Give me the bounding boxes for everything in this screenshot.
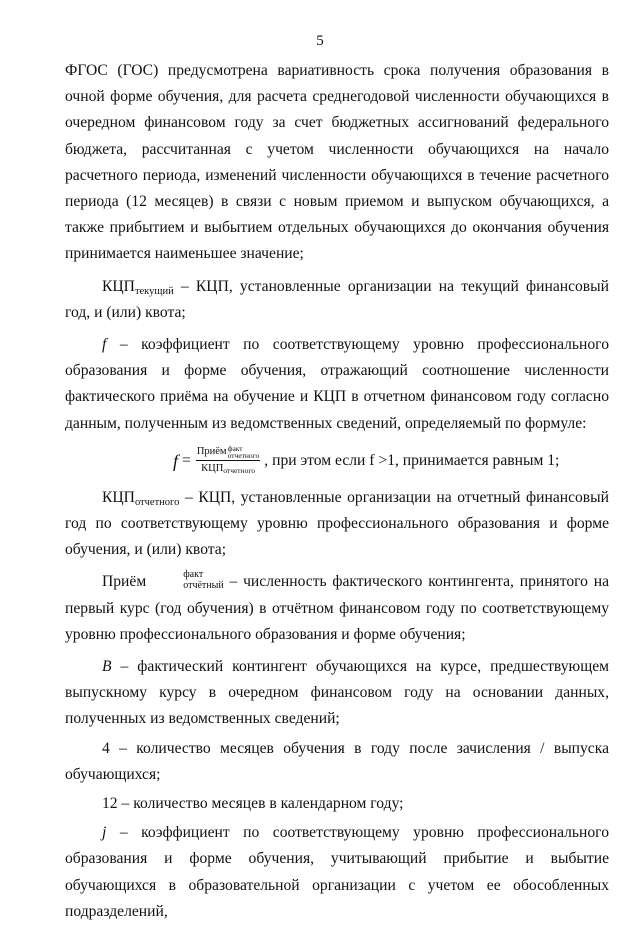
paragraph-four-months: 4 – количество месяцев обучения в году после зачисления / выпуска обучающихся;: [65, 739, 609, 783]
definition-admission: – численность фактического контингента, принятого на первый курс (год обучения) в отчётном финансовом году по соответствующему уровню профессионального образования и форме обучения;: [65, 573, 609, 643]
paragraph-admission: [65, 569, 609, 648]
term-b: B: [102, 658, 112, 676]
definition-kcp-reporting: – КЦП, установленные организации на отчетный финансовый год по соответствующему уровню профессионального образования и форме обучения, и (или) квота;: [65, 488, 609, 559]
term-admission-sub: отчётный: [183, 580, 224, 592]
term-subscript-current: текущий: [134, 285, 174, 297]
page-number: 5: [316, 33, 324, 49]
paragraph-fgos: ФГОС (ГОС) предусмотрена вариативность срока получения образования в очной форме обучения, для расчета среднегодовой численности обучающихся в очередном финансовом году за счет бюджетных ассигнований федерального бюджета, рассчитанная с учетом численности обучающихся на начало расчетного периода, изменений численности обучающихся в течение расчетного периода (12 месяцев) в связи с новым приемом и выпуском обучающихся, а также прибытием и выбытием отдельных обучающихся до окончания обучения принимается наименьшее значение;: [65, 62, 609, 263]
paragraph-twelve-months: 12 – количество месяцев в календарном году;: [102, 795, 404, 813]
term-admission-sup: факт: [183, 569, 204, 581]
definition-contingent-b: – фактический контингент обучающихся на курсе, предшествующем выпускному курсу в очередном финансовом году на основании данных, полученных из ведомственных сведений;: [65, 658, 609, 728]
numerator-sub: отчетного: [227, 450, 260, 460]
formula-f: [65, 441, 609, 481]
formula-condition: , при этом если f >1, принимается равным 1;: [264, 451, 560, 469]
paragraph-contingent-b: [65, 654, 609, 733]
formula-equals: =: [182, 451, 191, 469]
formula-numerator: [196, 445, 260, 461]
term-f: f: [102, 336, 107, 354]
term-j: j: [102, 824, 107, 842]
paragraph-coefficient-f: [65, 332, 609, 437]
definition-coefficient-f: – коэффициент по соответствующему уровню профессионального образования и форме обучения, отражающий соотношение численности фактического приёма на обучение и КЦП в отчетном финансовом году согласно данным, полученным из ведомственных сведений, определяемый по формуле:: [65, 336, 609, 432]
paragraph-kcp-current: [65, 274, 609, 326]
term-admission: Приём: [102, 573, 147, 591]
term-subscript-reporting: отчетного: [134, 496, 180, 508]
document-body: [65, 58, 609, 925]
term-kcp: КЦП: [102, 277, 135, 295]
numerator-term: Приём: [196, 445, 227, 457]
paragraph-kcp-reporting: [65, 485, 609, 564]
formula-fraction: [196, 445, 260, 477]
formula-lhs: f: [173, 450, 179, 471]
numerator-sup: факт: [227, 443, 243, 453]
definition-coefficient-j: – коэффициент по соответствующему уровню профессионального образования и форме обучения, учитывающий прибытие и выбытие обучающихся в образовательной организации с учетом ее обособленных подразделений,: [65, 824, 609, 920]
denominator-sub: отчетного: [223, 465, 255, 475]
paragraph-coefficient-j: [65, 820, 609, 925]
formula-denominator: [201, 461, 255, 477]
definition-kcp-current: – КЦП, установленные организации на текущий финансовый год, и (или) квота;: [65, 277, 609, 321]
denominator-term: КЦП: [201, 462, 224, 474]
term-kcp-reporting: КЦП: [102, 488, 135, 506]
